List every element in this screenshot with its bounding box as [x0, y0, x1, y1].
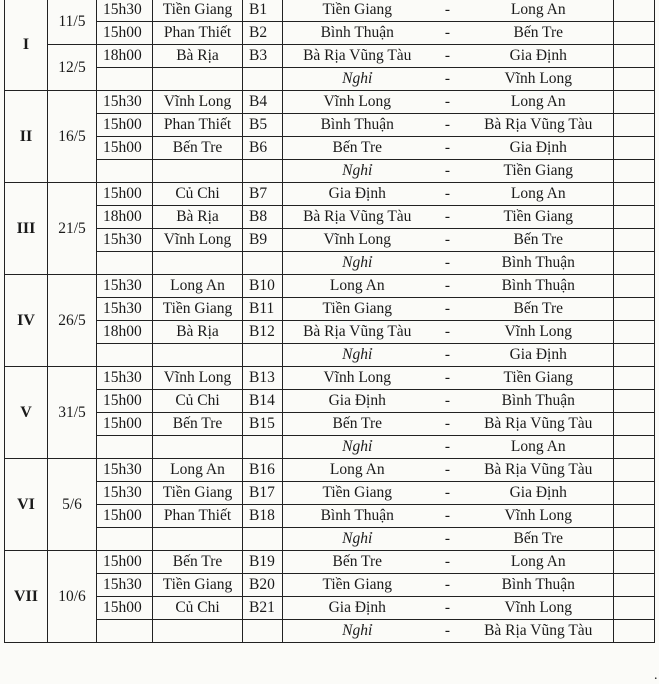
match-venue: Bến Tre [153, 551, 243, 574]
match-code: B8 [243, 206, 283, 229]
home-team: Bà Rịa Vũng Tàu [283, 45, 432, 68]
rest-row [5, 620, 655, 643]
end-mark: . [654, 668, 658, 683]
rest-code-empty [243, 160, 283, 183]
home-team: Tiền Giang [283, 298, 432, 321]
match-code: B1 [243, 0, 283, 22]
notes-cell [614, 183, 655, 206]
versus-dash: - [432, 252, 464, 275]
rest-venue-empty [153, 528, 243, 551]
match-time: 15h00 [97, 137, 153, 160]
versus-dash: - [432, 114, 464, 137]
notes-cell [614, 528, 655, 551]
rest-label: Nghỉ [283, 344, 432, 367]
away-team: Gia Định [464, 482, 614, 505]
notes-cell [614, 229, 655, 252]
versus-dash: - [432, 482, 464, 505]
rest-time-empty [97, 68, 153, 91]
versus-dash: - [432, 275, 464, 298]
match-row [5, 298, 655, 321]
match-row [5, 229, 655, 252]
versus-dash: - [432, 597, 464, 620]
match-venue: Bà Rịa [153, 45, 243, 68]
round-date: 31/5 [48, 367, 97, 459]
notes-cell [614, 620, 655, 643]
notes-cell [614, 45, 655, 68]
match-time: 15h30 [97, 229, 153, 252]
rest-venue-empty [153, 436, 243, 459]
versus-dash: - [432, 183, 464, 206]
rest-code-empty [243, 436, 283, 459]
rest-time-empty [97, 344, 153, 367]
match-row [5, 413, 655, 436]
rest-time-empty [97, 528, 153, 551]
versus-dash: - [432, 160, 464, 183]
versus-dash: - [432, 321, 464, 344]
home-team: Bến Tre [283, 551, 432, 574]
round-date: 5/6 [48, 459, 97, 551]
home-team: Bến Tre [283, 137, 432, 160]
rest-code-empty [243, 252, 283, 275]
match-venue: Tiền Giang [153, 298, 243, 321]
away-team: Bình Thuận [464, 390, 614, 413]
match-venue: Bà Rịa [153, 321, 243, 344]
notes-cell [614, 252, 655, 275]
match-code: B19 [243, 551, 283, 574]
notes-cell [614, 505, 655, 528]
match-venue: Vĩnh Long [153, 229, 243, 252]
match-time: 15h00 [97, 183, 153, 206]
notes-cell [614, 160, 655, 183]
match-time: 15h00 [97, 114, 153, 137]
match-time: 15h30 [97, 275, 153, 298]
away-team: Long An [464, 0, 614, 22]
home-team: Bà Rịa Vũng Tàu [283, 206, 432, 229]
notes-cell [614, 298, 655, 321]
away-team: Gia Định [464, 137, 614, 160]
away-team: Bình Thuận [464, 275, 614, 298]
away-team: Long An [464, 91, 614, 114]
match-venue: Vĩnh Long [153, 91, 243, 114]
match-venue: Bà Rịa [153, 206, 243, 229]
match-venue: Tiền Giang [153, 482, 243, 505]
rest-row [5, 344, 655, 367]
home-team: Gia Định [283, 183, 432, 206]
match-row [5, 0, 655, 22]
match-code: B7 [243, 183, 283, 206]
notes-cell [614, 367, 655, 390]
rest-row [5, 528, 655, 551]
notes-cell [614, 22, 655, 45]
versus-dash: - [432, 390, 464, 413]
home-team: Gia Định [283, 597, 432, 620]
match-row [5, 390, 655, 413]
versus-dash: - [432, 505, 464, 528]
versus-dash: - [432, 574, 464, 597]
match-time: 18h00 [97, 206, 153, 229]
round-date: 10/6 [48, 551, 97, 643]
match-row [5, 459, 655, 482]
away-team: Bà Rịa Vũng Tàu [464, 413, 614, 436]
match-time: 15h30 [97, 459, 153, 482]
match-row [5, 482, 655, 505]
home-team: Bà Rịa Vũng Tàu [283, 321, 432, 344]
notes-cell [614, 114, 655, 137]
versus-dash: - [432, 459, 464, 482]
rest-venue-empty [153, 252, 243, 275]
notes-cell [614, 436, 655, 459]
rest-venue-empty [153, 160, 243, 183]
match-code: B10 [243, 275, 283, 298]
rest-label: Nghỉ [283, 528, 432, 551]
rest-code-empty [243, 68, 283, 91]
round-date: 16/5 [48, 91, 97, 183]
match-row [5, 321, 655, 344]
away-team: Bà Rịa Vũng Tàu [464, 459, 614, 482]
match-code: B2 [243, 22, 283, 45]
notes-cell [614, 137, 655, 160]
versus-dash: - [432, 0, 464, 22]
home-team: Gia Định [283, 390, 432, 413]
versus-dash: - [432, 229, 464, 252]
away-team: Gia Định [464, 45, 614, 68]
match-time: 15h00 [97, 22, 153, 45]
away-team: Tiền Giang [464, 367, 614, 390]
match-row [5, 206, 655, 229]
match-venue: Phan Thiết [153, 22, 243, 45]
match-venue: Tiền Giang [153, 0, 243, 22]
notes-cell [614, 574, 655, 597]
notes-cell [614, 390, 655, 413]
match-code: B17 [243, 482, 283, 505]
home-team: Bình Thuận [283, 22, 432, 45]
match-row [5, 45, 655, 68]
rest-code-empty [243, 528, 283, 551]
match-code: B11 [243, 298, 283, 321]
match-row [5, 275, 655, 298]
round-number: VII [5, 551, 48, 643]
home-team: Tiền Giang [283, 574, 432, 597]
match-time: 15h30 [97, 367, 153, 390]
notes-cell [614, 597, 655, 620]
away-team: Bến Tre [464, 229, 614, 252]
match-time: 18h00 [97, 45, 153, 68]
resting-team: Bình Thuận [464, 252, 614, 275]
round-number: V [5, 367, 48, 459]
rest-label: Nghỉ [283, 620, 432, 643]
home-team: Bình Thuận [283, 114, 432, 137]
away-team: Vĩnh Long [464, 505, 614, 528]
rest-label: Nghỉ [283, 436, 432, 459]
rest-row [5, 252, 655, 275]
notes-cell [614, 459, 655, 482]
round-number: IV [5, 275, 48, 367]
match-time: 15h30 [97, 91, 153, 114]
away-team: Long An [464, 551, 614, 574]
rest-venue-empty [153, 68, 243, 91]
match-code: B14 [243, 390, 283, 413]
rest-label: Nghỉ [283, 252, 432, 275]
rest-row [5, 436, 655, 459]
match-code: B5 [243, 114, 283, 137]
match-row [5, 114, 655, 137]
home-team: Bến Tre [283, 413, 432, 436]
match-row [5, 551, 655, 574]
notes-cell [614, 91, 655, 114]
resting-team: Gia Định [464, 344, 614, 367]
match-row [5, 505, 655, 528]
match-row [5, 91, 655, 114]
match-venue: Bến Tre [153, 137, 243, 160]
notes-cell [614, 344, 655, 367]
match-code: B3 [243, 45, 283, 68]
match-code: B4 [243, 91, 283, 114]
home-team: Long An [283, 459, 432, 482]
home-team: Bình Thuận [283, 505, 432, 528]
home-team: Vĩnh Long [283, 229, 432, 252]
away-team: Long An [464, 183, 614, 206]
match-time: 15h30 [97, 298, 153, 321]
resting-team: Vĩnh Long [464, 68, 614, 91]
round-date: 11/5 [48, 0, 97, 45]
match-code: B16 [243, 459, 283, 482]
schedule-table [4, 0, 655, 643]
match-code: B9 [243, 229, 283, 252]
versus-dash: - [432, 413, 464, 436]
rest-time-empty [97, 436, 153, 459]
match-time: 15h00 [97, 597, 153, 620]
match-time: 15h00 [97, 551, 153, 574]
rest-time-empty [97, 160, 153, 183]
match-venue: Bến Tre [153, 413, 243, 436]
resting-team: Long An [464, 436, 614, 459]
match-time: 15h30 [97, 574, 153, 597]
notes-cell [614, 206, 655, 229]
home-team: Vĩnh Long [283, 367, 432, 390]
rest-code-empty [243, 620, 283, 643]
home-team: Vĩnh Long [283, 91, 432, 114]
versus-dash: - [432, 137, 464, 160]
versus-dash: - [432, 344, 464, 367]
match-time: 18h00 [97, 321, 153, 344]
match-time: 15h00 [97, 390, 153, 413]
away-team: Vĩnh Long [464, 321, 614, 344]
versus-dash: - [432, 367, 464, 390]
match-time: 15h00 [97, 505, 153, 528]
versus-dash: - [432, 298, 464, 321]
rest-time-empty [97, 252, 153, 275]
home-team: Tiền Giang [283, 0, 432, 22]
round-number: III [5, 183, 48, 275]
round-number: VI [5, 459, 48, 551]
rest-row [5, 160, 655, 183]
match-row [5, 367, 655, 390]
match-row [5, 137, 655, 160]
rest-row [5, 68, 655, 91]
match-venue: Tiền Giang [153, 574, 243, 597]
notes-cell [614, 321, 655, 344]
notes-cell [614, 68, 655, 91]
match-code: B18 [243, 505, 283, 528]
rest-time-empty [97, 620, 153, 643]
match-time: 15h00 [97, 413, 153, 436]
match-code: B15 [243, 413, 283, 436]
home-team: Tiền Giang [283, 482, 432, 505]
match-venue: Phan Thiết [153, 114, 243, 137]
match-date: 12/5 [48, 45, 97, 91]
rest-label: Nghỉ [283, 68, 432, 91]
versus-dash: - [432, 551, 464, 574]
match-venue: Củ Chi [153, 597, 243, 620]
match-venue: Long An [153, 275, 243, 298]
versus-dash: - [432, 528, 464, 551]
match-code: B6 [243, 137, 283, 160]
notes-cell [614, 482, 655, 505]
versus-dash: - [432, 206, 464, 229]
match-code: B13 [243, 367, 283, 390]
match-venue: Củ Chi [153, 183, 243, 206]
match-time: 15h30 [97, 482, 153, 505]
match-row [5, 183, 655, 206]
rest-venue-empty [153, 620, 243, 643]
resting-team: Bến Tre [464, 528, 614, 551]
away-team: Vĩnh Long [464, 597, 614, 620]
versus-dash: - [432, 620, 464, 643]
versus-dash: - [432, 45, 464, 68]
versus-dash: - [432, 436, 464, 459]
round-date: 21/5 [48, 183, 97, 275]
round-number: I [5, 0, 48, 91]
away-team: Bà Rịa Vũng Tàu [464, 114, 614, 137]
away-team: Bình Thuận [464, 574, 614, 597]
home-team: Long An [283, 275, 432, 298]
match-venue: Củ Chi [153, 390, 243, 413]
match-venue: Long An [153, 459, 243, 482]
away-team: Bến Tre [464, 22, 614, 45]
rest-label: Nghỉ [283, 160, 432, 183]
resting-team: Tiền Giang [464, 160, 614, 183]
match-row [5, 574, 655, 597]
match-row [5, 22, 655, 45]
notes-cell [614, 413, 655, 436]
round-number: II [5, 91, 48, 183]
match-row [5, 597, 655, 620]
notes-cell [614, 551, 655, 574]
match-venue: Phan Thiết [153, 505, 243, 528]
match-venue: Vĩnh Long [153, 367, 243, 390]
versus-dash: - [432, 68, 464, 91]
round-date: 26/5 [48, 275, 97, 367]
rest-venue-empty [153, 344, 243, 367]
notes-cell [614, 275, 655, 298]
rest-code-empty [243, 344, 283, 367]
versus-dash: - [432, 22, 464, 45]
resting-team: Bà Rịa Vũng Tàu [464, 620, 614, 643]
match-code: B20 [243, 574, 283, 597]
away-team: Bến Tre [464, 298, 614, 321]
away-team: Tiền Giang [464, 206, 614, 229]
match-code: B12 [243, 321, 283, 344]
versus-dash: - [432, 91, 464, 114]
match-time: 15h30 [97, 0, 153, 22]
match-code: B21 [243, 597, 283, 620]
notes-cell [614, 0, 655, 22]
